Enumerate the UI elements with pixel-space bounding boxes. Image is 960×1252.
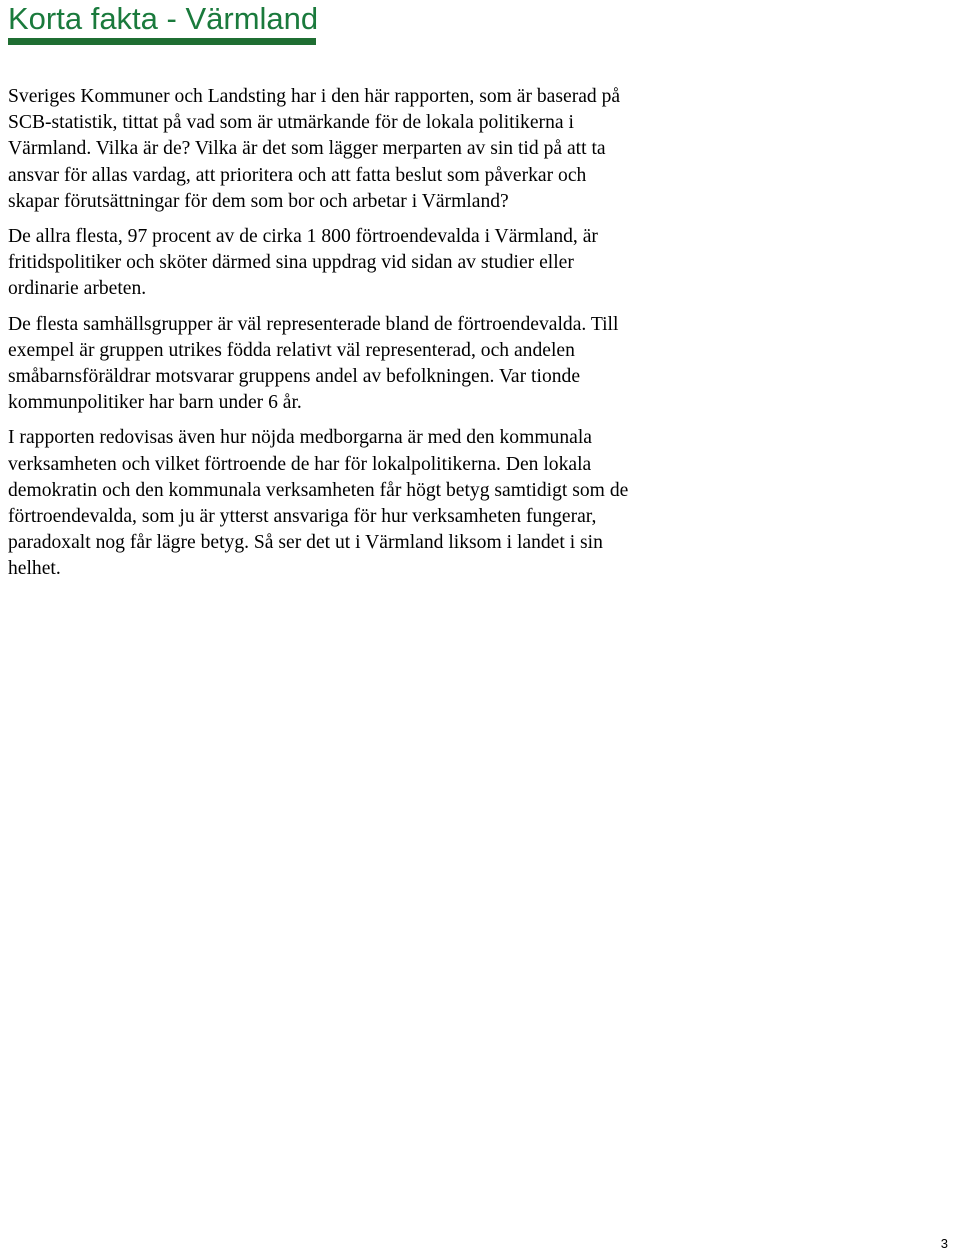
page-title: Korta fakta - Värmland bbox=[8, 1, 319, 36]
text-line: De flesta samhällsgrupper är väl representerade bland de förtroendevalda. Till bbox=[8, 313, 619, 335]
title-underline-rule bbox=[8, 38, 316, 45]
text-line: paradoxalt nog får lägre betyg. Så ser det ut i Värmland liksom i landet i sin bbox=[8, 532, 603, 554]
text-line: fritidspolitiker och sköter därmed sina uppdrag vid sidan av studier eller bbox=[8, 252, 574, 274]
text-line: SCB-statistik, tittat på vad som är utmärkande för de lokala politikerna i bbox=[8, 112, 574, 134]
text-line: Sveriges Kommuner och Landsting har i den här rapporten, som är baserad på bbox=[8, 86, 621, 107]
text-line: skapar förutsättningar för dem som bor och arbetar i Värmland? bbox=[8, 190, 509, 212]
text-line: kommunpolitiker har barn under 6 år. bbox=[8, 392, 302, 414]
paragraph-leisure-politicians bbox=[8, 224, 720, 303]
paragraph-representation bbox=[8, 312, 720, 417]
text-line: småbarnsföräldrar motsvarar gruppens andel av befolkningen. Var tionde bbox=[8, 366, 581, 388]
page-number: 3 bbox=[940, 1236, 948, 1251]
text-line: ansvar för allas vardag, att prioritera och att fatta beslut som påverkar och bbox=[8, 164, 587, 186]
paragraph-trust bbox=[8, 425, 720, 582]
text-line: I rapporten redovisas även hur nöjda medborgarna är med den kommunala bbox=[8, 427, 592, 449]
document-body bbox=[8, 84, 720, 592]
text-line: De allra flesta, 97 procent av de cirka 1 800 förtroendevalda i Värmland, är bbox=[8, 226, 598, 248]
text-line: verksamheten och vilket förtroende de har för lokalpolitikerna. Den lokala bbox=[8, 453, 592, 475]
text-line: helhet. bbox=[8, 558, 61, 580]
text-line: förtroendevalda, som ju är ytterst ansvariga för hur verksamheten fungerar, bbox=[8, 506, 597, 528]
paragraph-intro bbox=[8, 84, 720, 215]
text-line: Värmland. Vilka är de? Vilka är det som lägger merparten av sin tid på att ta bbox=[8, 138, 606, 160]
text-line: ordinarie arbeten. bbox=[8, 278, 147, 300]
text-line: demokratin och den kommunala verksamheten får högt betyg samtidigt som de bbox=[8, 479, 629, 501]
text-line: exempel är gruppen utrikes födda relativt väl representerad, och andelen bbox=[8, 339, 575, 361]
